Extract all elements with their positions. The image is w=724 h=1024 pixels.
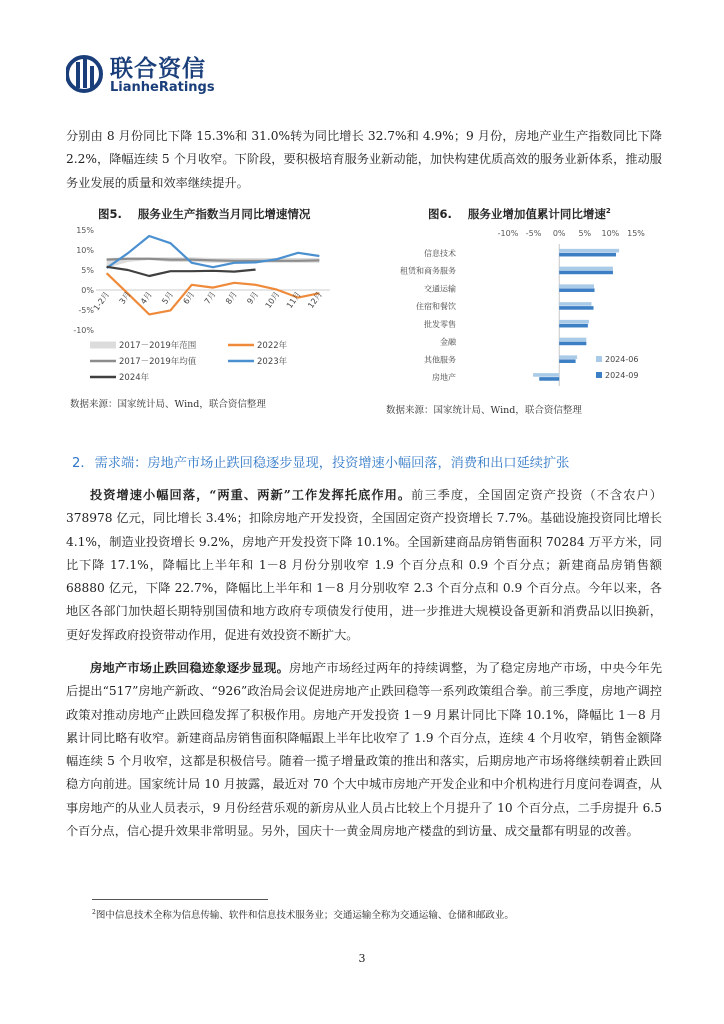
figure6-title-sup: 2	[605, 207, 611, 216]
legend-label: 2024-06	[605, 355, 639, 364]
figure6-title	[428, 206, 611, 222]
bar	[559, 342, 586, 346]
x-tick-label: 9月	[245, 289, 261, 306]
figure5-label: 图5.	[98, 207, 122, 221]
bar	[559, 253, 616, 257]
y-tick-label: 15%	[76, 226, 94, 235]
bar	[559, 288, 594, 292]
bar	[559, 324, 588, 328]
bar	[559, 284, 594, 288]
page-number: 3	[358, 952, 366, 965]
bar	[539, 377, 559, 381]
x-tick-label: 7月	[202, 289, 218, 306]
x-tick-label: 0%	[552, 229, 566, 238]
bar	[559, 338, 586, 342]
category-label: 其他服务	[424, 355, 456, 365]
legend-label: 2024年	[119, 373, 150, 383]
category-label: 批发零售	[424, 319, 456, 329]
x-tick-label: 10月	[263, 289, 282, 311]
category-label: 住宿和餐饮	[416, 302, 456, 312]
category-label: 信息技术	[424, 248, 456, 258]
figure6-label: 图6.	[428, 207, 452, 221]
section-title: 需求端：房地产市场止跌回稳逐步显现，投资增速小幅回落，消费和出口延续扩张	[94, 456, 570, 471]
bar	[559, 306, 593, 310]
figure5-line-chart	[62, 222, 342, 390]
legend-label: 2023年	[257, 357, 288, 367]
series-line	[107, 236, 320, 268]
section-number: 2.	[72, 456, 85, 471]
bar	[559, 359, 575, 363]
legend-label: 2017－2019年均值	[119, 357, 197, 367]
x-tick-label: 12月	[306, 289, 325, 311]
x-tick-label: 5月	[160, 289, 176, 306]
y-tick-label: -5%	[78, 306, 94, 315]
category-label: 交通运输	[424, 284, 456, 294]
x-tick-label: 11月	[284, 289, 303, 311]
y-tick-label: 10%	[76, 246, 94, 255]
x-tick-label: 6月	[181, 289, 197, 306]
x-tick-label: -5%	[525, 229, 542, 238]
x-tick-label: -10%	[497, 229, 519, 238]
x-tick-label: 5%	[578, 229, 592, 238]
footnote-text: 图中信息技术全称为信息传输、软件和信息技术服务业；交通运输全称为交通运输、仓储和邮政业。	[95, 910, 514, 921]
paragraph-real-estate	[66, 657, 662, 843]
footnote-marker: 2	[92, 908, 96, 916]
bar	[559, 267, 613, 271]
legend-label: 2022年	[257, 341, 288, 351]
section-heading-demand	[72, 452, 569, 471]
paragraph-investment	[66, 484, 662, 647]
category-label: 租赁和商务服务	[400, 266, 456, 276]
lianhe-logo-icon	[66, 50, 106, 98]
bar	[533, 373, 559, 377]
bar	[559, 355, 577, 359]
footnote-divider	[92, 899, 268, 900]
x-tick-label: 1-2月	[91, 289, 112, 313]
category-label: 金融	[440, 337, 456, 347]
series-line	[107, 267, 256, 276]
figure6-title-text: 服务业增加值累计同比增速	[467, 207, 606, 221]
bar	[559, 302, 591, 306]
paragraph-investment-text: 前三季度，全国固定资产投资（不含农户）378978 亿元，同比增长 3.4%；扣除房地产开发投资，全国固定资产投资增长 7.7%。基础设施投资同比增长 4.1%，制造业投资增长 9.2%，房地产开发投资下降 10.1%。全国新建商品房销售面积 70284 万平方米，同比下降 17.1%，降幅比上半年和 1－8 月份分别收窄 1.9 个百分点和 0.9 个百分点；新建商品房销售额 68880 亿元，下降 22.7%，降幅比上半年和 1－8 月分别收窄 2.3 个百分点和 0.9 个百分点。今年以来，各地区各部门加快超长期特别国债和地方政府专项债发行使用，进一步推进大规模设备更新和消费品以旧换新，更好发挥政府投资带动作用，促进有效投资不断扩大。	[66, 488, 662, 642]
x-tick-label: 15%	[627, 229, 645, 238]
category-label: 房地产	[432, 373, 456, 383]
x-tick-label: 10%	[601, 229, 620, 238]
figure6-source: 数据来源：国家统计局、Wind，联合资信整理	[386, 405, 582, 416]
bar	[559, 249, 619, 253]
y-tick-label: 5%	[81, 266, 94, 275]
x-tick-label: 4月	[138, 289, 154, 306]
logo-text-cn: 联合资信	[110, 56, 206, 82]
company-logo	[66, 48, 236, 104]
figure6-bar-chart	[382, 226, 652, 392]
paragraph-real-estate-text: 房地产市场经过两年的持续调整，为了稳定房地产市场，中央今年先后提出“517”房地产新政、“926”政治局会议促进房地产止跌回稳等一系列政策组合拳。前三季度，房地产调控政策对推动房地产止跌回稳发挥了积极作用。房地产开发投资 1－9 月累计同比下降 10.1%，降幅比 1－8 月累计同比略有收窄。新建商品房销售面积降幅跟上半年比收窄了 1.9 个百分点，连续 4 个月收窄，销售金额降幅连续 5 个月收窄，这都是积极信号。随着一揽子增量政策的推出和落实，后期房地产市场将继续朝着止跌回稳方向前进。国家统计局 10 月披露，最近对 70 个大中城市房地产开发企业和中介机构进行月度问卷调查，从事房地产的从业人员表示，9 月份经营乐观的新房从业人员占比较上个月提升了 10 个百分点，二手房提升 6.5 个百分点，信心提升效果非常明显。另外，国庆十一黄金周房地产楼盘的到访量、成交量都有明显的改善。	[66, 661, 663, 839]
bar	[559, 320, 589, 324]
legend-label: 2017－2019年范围	[119, 341, 197, 351]
y-tick-label: 0%	[81, 286, 94, 295]
figure5-source: 数据来源：国家统计局、Wind，联合资信整理	[70, 399, 266, 410]
figure5-title-text: 服务业生产指数当月同比增速情况	[137, 207, 311, 221]
x-tick-label: 3月	[117, 289, 133, 306]
legend-label: 2024-09	[605, 371, 639, 380]
y-tick-label: -10%	[73, 326, 94, 335]
paragraph-services: 分别由 8 月份同比下降 15.3%和 31.0%转为同比增长 32.7%和 4.9%；9 月份，房地产业生产指数同比下降 2.2%，降幅连续 5 个月收窄。下阶段，要积极培育服务业新动能，加快构建优质高效的服务业新体系，推动服务业发展的质量和效率继续提升。	[66, 129, 662, 190]
x-tick-label: 8月	[224, 289, 239, 306]
figure5-title	[98, 206, 310, 222]
logo-text-en: LianheRatings	[110, 80, 215, 95]
bar	[559, 271, 613, 275]
paragraph-real-estate-lead: 房地产市场止跌回稳迹象逐步显现。	[90, 661, 290, 675]
legend-swatch	[596, 372, 602, 378]
paragraph-investment-lead: 投资增速小幅回落，“两重、两新”工作发挥托底作用。	[90, 488, 412, 502]
footnote	[92, 907, 514, 921]
legend-swatch	[596, 356, 602, 362]
